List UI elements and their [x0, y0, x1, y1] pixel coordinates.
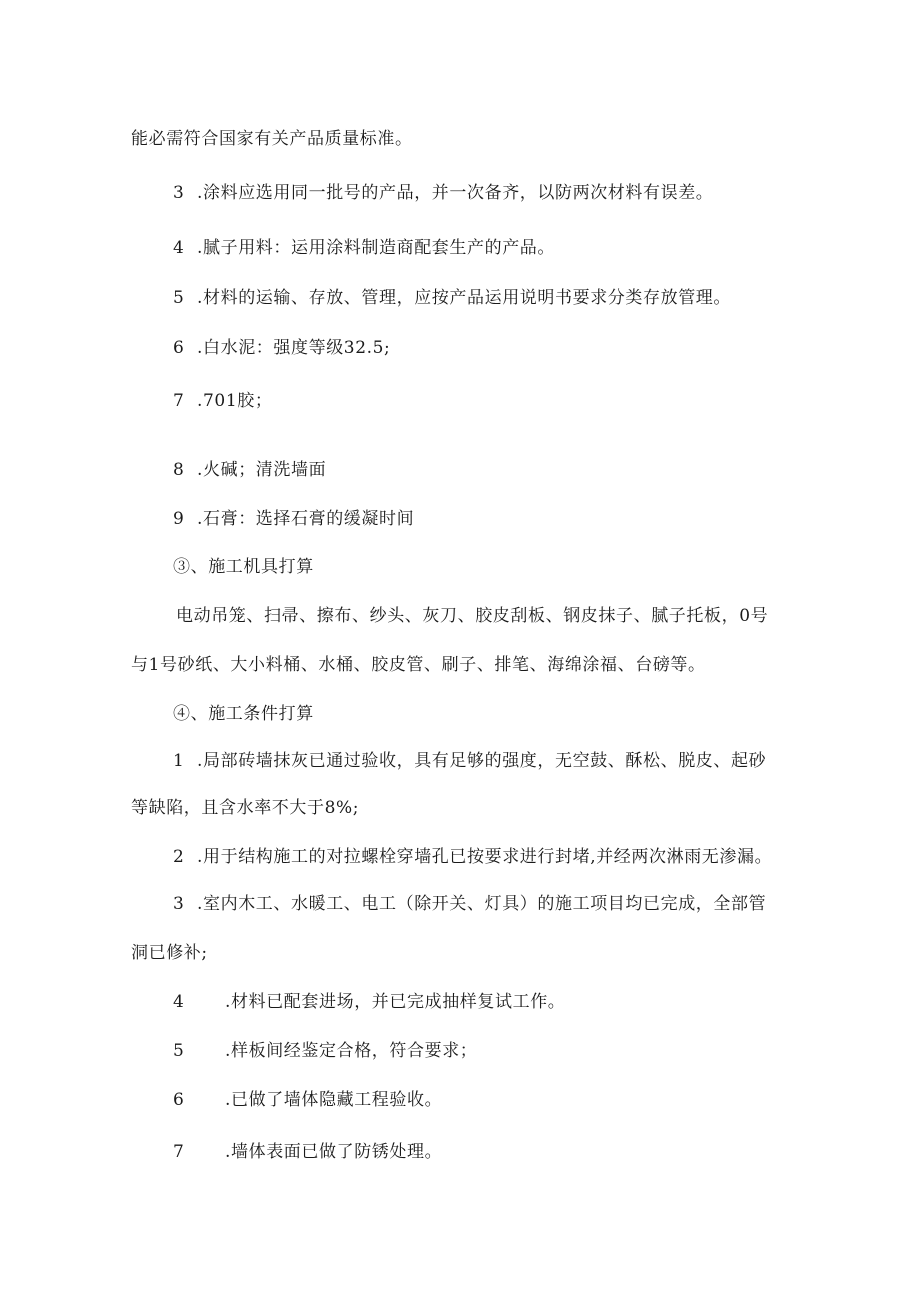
list-item-text: .火碱；清洗墙面 [197, 460, 327, 480]
condition-item-5 [173, 1040, 477, 1062]
list-item-text: .用于结构施工的对拉螺栓穿墙孔已按要求进行封堵,并经两次淋雨无渗漏。 [197, 847, 773, 867]
list-item-number: 7 [173, 391, 185, 411]
list-item-5 [173, 287, 731, 309]
tools-paragraph-line-1 [176, 605, 768, 627]
list-item-number: 5 [173, 1041, 185, 1061]
list-item-3 [173, 182, 713, 204]
section-heading-text: ③、施工机具打算 [173, 557, 314, 577]
list-item-text: .墙体表面已做了防锈处理。 [225, 1142, 443, 1162]
paragraph-text: 与1号砂纸、大小料桶、水桶、胶皮管、刷子、排笔、海绵涂福、台磅等。 [131, 655, 706, 675]
condition-item-1 [173, 750, 766, 772]
list-item-text: .样板间经鉴定合格，符合要求； [225, 1041, 478, 1061]
list-item-4 [173, 237, 555, 259]
list-item-number: 3 [173, 894, 185, 914]
list-item-number: 4 [173, 992, 185, 1012]
list-item-6 [173, 337, 390, 359]
list-item-text: .已做了墙体隐藏工程验收。 [225, 1090, 443, 1110]
list-item-text: .白水泥：强度等级32.5; [197, 338, 391, 358]
list-item-number: 6 [173, 338, 185, 358]
paragraph-text: 电动吊笼、扫帚、擦布、纱头、灰刀、胶皮刮板、钢皮抹子、腻子托板，0号 [176, 606, 769, 626]
paragraph-text: 洞已修补; [131, 943, 208, 963]
condition-item-1-continuation [131, 797, 359, 819]
list-item-text: .701胶； [197, 391, 273, 411]
condition-item-7 [173, 1141, 442, 1163]
list-item-8 [173, 459, 326, 481]
list-item-text: .材料已配套进场，并已完成抽样复试工作。 [225, 992, 566, 1012]
paragraph-text: 能必需符合国家有关产品质量标准。 [131, 129, 413, 149]
condition-item-3 [173, 893, 766, 915]
list-item-text: .室内木工、水暖工、电工（除开关、灯具）的施工项目均已完成，全部管 [197, 894, 767, 914]
list-item-number: 8 [173, 460, 185, 480]
list-item-text: .腻子用料：运用涂料制造商配套生产的产品。 [197, 238, 556, 258]
condition-item-6 [173, 1089, 442, 1111]
list-item-7 [173, 390, 272, 412]
list-item-text: .局部砖墙抹灰已通过验收，具有足够的强度，无空鼓、酥松、脱皮、起砂 [197, 751, 767, 771]
list-item-number: 7 [173, 1142, 185, 1162]
condition-item-4 [173, 991, 565, 1013]
list-item-text: .石膏：选择石膏的缓凝时间 [197, 509, 415, 529]
condition-item-3-continuation [131, 942, 208, 964]
list-item-number: 5 [173, 288, 185, 308]
list-item-text: .材料的运输、存放、管理，应按产品运用说明书要求分类存放管理。 [197, 288, 732, 308]
list-item-number: 9 [173, 509, 185, 529]
tools-paragraph-line-2 [131, 654, 706, 676]
list-item-number: 1 [173, 751, 185, 771]
list-item-9 [173, 508, 414, 530]
condition-item-2 [173, 846, 772, 868]
section-heading-conditions [173, 703, 314, 725]
list-item-number: 4 [173, 238, 185, 258]
list-item-number: 3 [173, 183, 185, 203]
section-heading-tools [173, 556, 314, 578]
paragraph-text: 等缺陷，且含水率不大于8%; [131, 798, 360, 818]
list-item-number: 2 [173, 847, 185, 867]
paragraph-continuation [131, 128, 413, 150]
list-item-number: 6 [173, 1090, 185, 1110]
list-item-text: .涂料应选用同一批号的产品，并一次备齐，以防两次材料有误差。 [197, 183, 714, 203]
section-heading-text: ④、施工条件打算 [173, 704, 314, 724]
